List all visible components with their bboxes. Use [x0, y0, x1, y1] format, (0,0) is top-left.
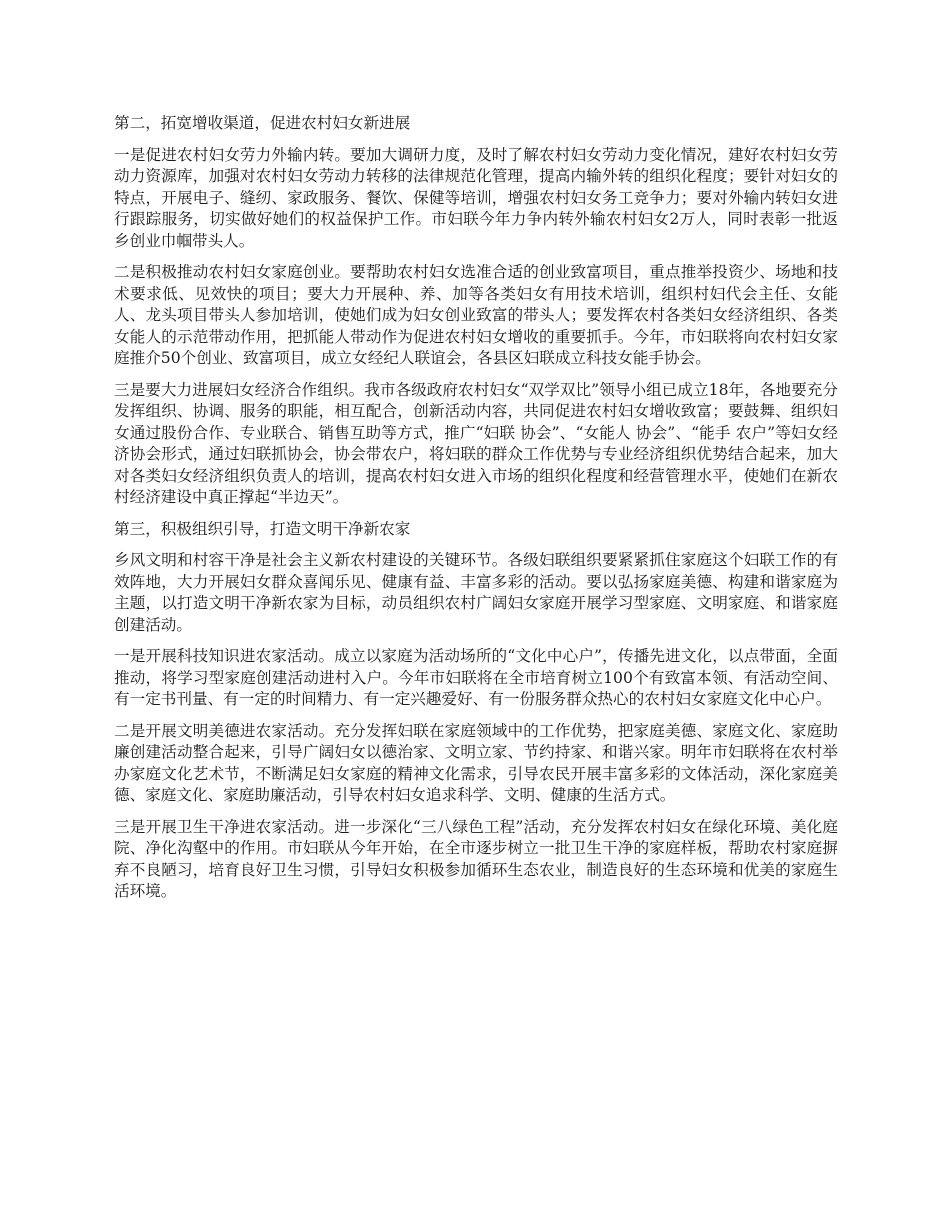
paragraph-family-business: 二是积极推动农村妇女家庭创业。要帮助农村妇女选准合适的创业致富项目，重点推举投资少、场地和技术要求低、见效快的项目；要大力开展种、养、加等各类妇女有用技术培训，组织村妇代会主任、女能人、龙头项目带头人参加培训，使她们成为妇女创业致富的带头人；要发挥农村各类妇女经济组织、各类女能人的示范带动作用，把抓能人带动作为促进农村妇女增收的重要抓手。今年，市妇联将向农村妇女家庭推介50个创业、致富项目，成立女经纪人联谊会，各县区妇联成立科技女能手协会。 [114, 263, 838, 367]
paragraph-hygiene: 三是开展卫生干净进农家活动。进一步深化“三八绿色工程”活动，充分发挥农村妇女在绿化环境、美化庭院、净化沟壑中的作用。市妇联从今年开始，在全市逐步树立一批卫生干净的家庭样板，帮助农村家庭摒弃不良陋习，培育良好卫生习惯，引导妇女积极参加循环生态农业，制造良好的生态环境和优美的家庭生活环境。 [114, 817, 838, 900]
paragraph-science-knowledge: 一是开展科技知识进农家活动。成立以家庭为活动场所的“文化中心户”，传播先进文化，以点带面，全面推动，将学习型家庭创建活动进村入户。今年市妇联将在全市培育树立100个有致富本领、有活动空间、有一定书刊量、有一定的时间精力、有一定兴趣爱好、有一份服务群众热心的农村妇女家庭文化中心户。 [114, 647, 838, 708]
paragraph-rural-civility-intro: 乡风文明和村容干净是社会主义新农村建设的关键环节。各级妇联组织要紧紧抓住家庭这个妇联工作的有效阵地，大力开展妇女群众喜闻乐见、健康有益、丰富多彩的活动。要以弘扬家庭美德、构建和谐家庭为主题，以打造文明干净新农家为目标，动员组织农村广阔妇女家庭开展学习型家庭、文明家庭、和谐家庭创建活动。 [114, 551, 838, 634]
paragraph-civil-virtue: 二是开展文明美德进农家活动。充分发挥妇联在家庭领域中的工作优势，把家庭美德、家庭文化、家庭助廉创建活动整合起来，引导广阔妇女以德治家、文明立家、节约持家、和谐兴家。明年市妇联将在农村举办家庭文化艺术节，不断满足妇女家庭的精神文化需求，引导农民开展丰富多彩的文体活动，深化家庭美德、家庭文化、家庭助廉活动，引导农村妇女追求科学、文明、健康的生活方式。 [114, 721, 838, 804]
section-heading-2: 第二，拓宽增收渠道，促进农村妇女新进展 [114, 114, 411, 132]
paragraph-economic-cooperatives: 三是要大力进展妇女经济合作组织。我市各级政府农村妇女“双学双比”领导小组已成立18年，各地要充分发挥组织、协调、服务的职能，相互配合，创新活动内容，共同促进农村妇女增收致富；要鼓舞、组织妇女通过股份合作、专业联合、销售互助等方式，推广“妇联 协会”、“女能人 协会”、“能手 农户”等妇女经济协会形式，通过妇联抓协会，协会带农户，将妇联的群众工作优势与专业经济组织优势结合起来，加大对各类妇女经济组织负责人的培训，提高农村妇女进入市场的组织化程度和经营管理水平，使她们在新农村经济建设中真正撑起“半边天”。 [114, 380, 838, 506]
paragraph-labor-transfer: 一是促进农村妇女劳力外输内转。要加大调研力度，及时了解农村妇女劳动力变化情况，建好农村妇女劳动力资源库，加强对农村妇女劳动力转移的法律规范化管理，提高内输外转的组织化程度；要针对妇女的特点，开展电子、缝纫、家政服务、餐饮、保健等培训，增强农村妇女务工竞争力；要对外输内转妇女进行跟踪服务，切实做好她们的权益保护工作。市妇联今年力争内转外输农村妇女2万人，同时表彰一批返乡创业巾帼带头人。 [114, 145, 838, 250]
section-heading-3: 第三，积极组织引导，打造文明干净新农家 [114, 519, 411, 538]
